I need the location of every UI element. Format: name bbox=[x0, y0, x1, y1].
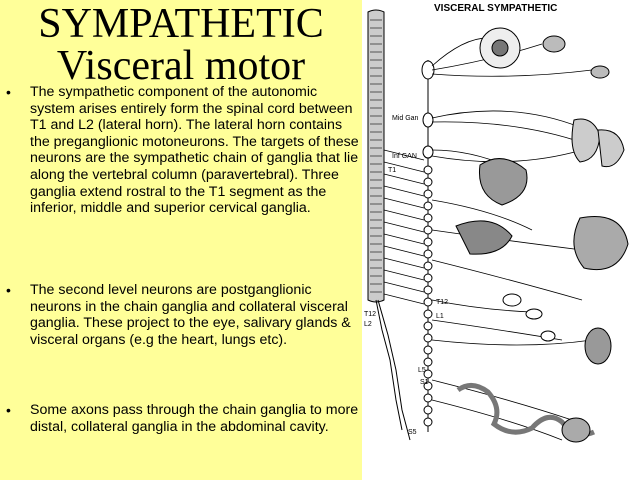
label-t12: T12 bbox=[436, 299, 449, 306]
figure-title: VISCERAL SYMPATHETIC bbox=[434, 3, 558, 14]
organ-kidney bbox=[585, 328, 611, 364]
organ-heart bbox=[479, 159, 527, 205]
label-s5: S5 bbox=[408, 429, 417, 436]
label-t12-left: T12 bbox=[364, 311, 377, 318]
postganglionic-fibers bbox=[432, 38, 592, 440]
bullet-text-1: The sympathetic component of the autonomic system arises entirely form the spinal cord between T1 and L2 (lateral horn). The lateral horn contains the preganglionic motoneurons. The targets of these neurons are the sympathetic chain of ganglia that lie along the vertebral column (paravertebral). Three ganglia extend rostral to the T1 segment as the inferior, middle and superior cervical ganglia. bbox=[30, 84, 359, 217]
bullet-marker: • bbox=[6, 402, 11, 418]
label-inf-gan: Inf GAN bbox=[392, 153, 417, 160]
organ-liver bbox=[456, 221, 512, 254]
organ-eye bbox=[480, 28, 520, 68]
slide-title-line2: Visceral motor bbox=[56, 43, 306, 89]
bullet-text-3: Some axons pass through the chain ganglia to more distal, collateral ganglia in the abdominal cavity. bbox=[30, 402, 359, 435]
label-s1: S1 bbox=[420, 379, 429, 386]
bullet-marker: • bbox=[6, 84, 11, 100]
sympathetic-diagram bbox=[362, 0, 640, 480]
spinal-cord bbox=[368, 10, 410, 440]
sympathetic-chain bbox=[422, 60, 434, 432]
label-l5: L5 bbox=[418, 367, 426, 374]
label-t1: T1 bbox=[388, 167, 397, 174]
collateral-ganglia bbox=[503, 294, 555, 341]
organ-stomach bbox=[574, 216, 628, 269]
slide-title-line1: SYMPATHETIC bbox=[38, 1, 324, 47]
diagram-svg bbox=[362, 0, 640, 480]
organ-lungs bbox=[572, 119, 624, 167]
organ-bladder bbox=[562, 418, 590, 442]
label-mid-gan: Mid Gan bbox=[392, 115, 419, 122]
label-l1: L1 bbox=[436, 313, 444, 320]
bullet-marker: • bbox=[6, 282, 11, 298]
bullet-text-2: The second level neurons are postganglionic neurons in the chain ganglia and collateral visceral ganglia. These project to the eye, salivary glands & visceral organs (e.g the heart, lungs etc). bbox=[30, 282, 351, 348]
label-l2: L2 bbox=[364, 321, 372, 328]
